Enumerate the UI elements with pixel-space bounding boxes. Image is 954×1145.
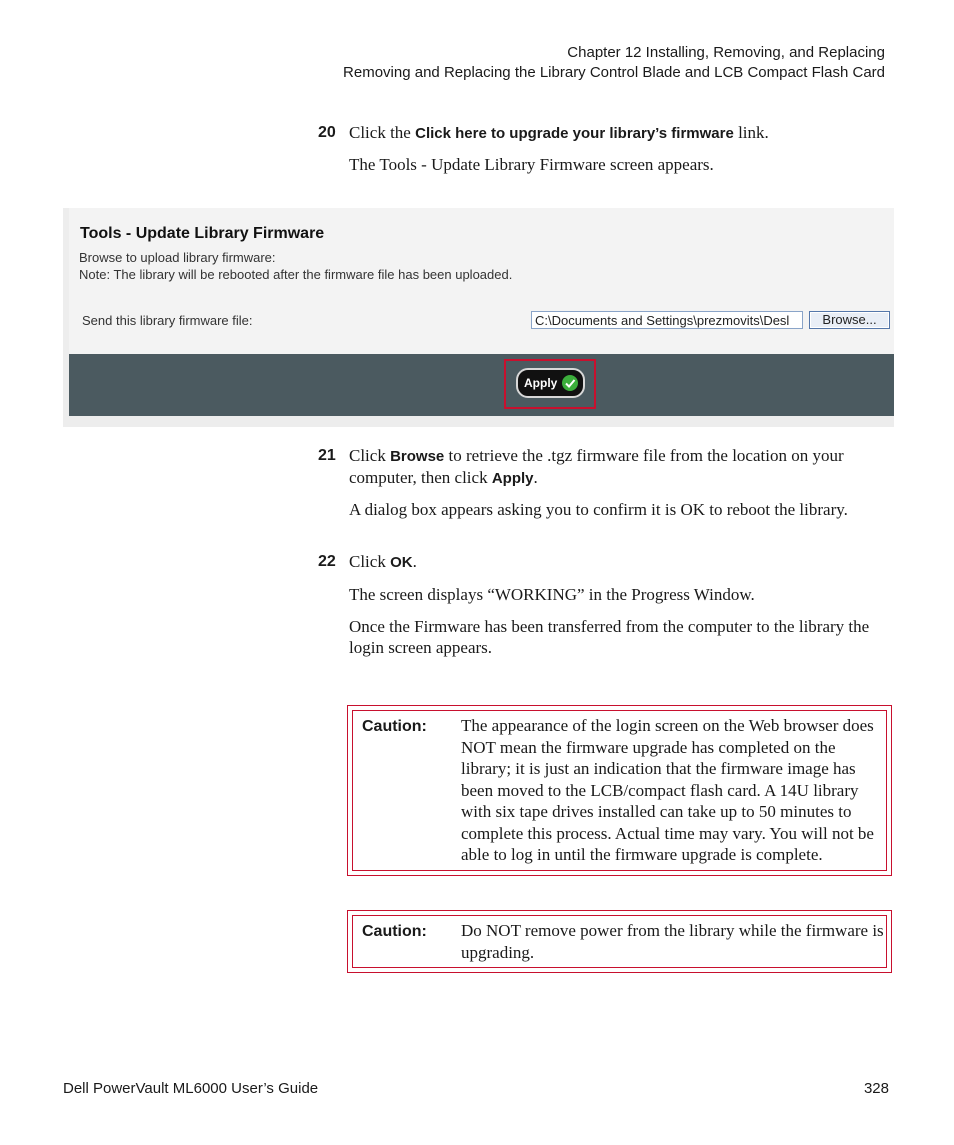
- apply-button[interactable]: [516, 368, 585, 398]
- firmware-file-input[interactable]: C:\Documents and Settings\prezmovits\Desl: [531, 311, 803, 329]
- step-text: Click: [349, 446, 391, 465]
- firmware-panel: [69, 208, 894, 354]
- footer-title: Dell PowerVault ML6000 User’s Guide: [63, 1080, 319, 1097]
- panel-title: Tools - Update Library Firmware: [80, 225, 325, 242]
- step-text: link.: [733, 123, 769, 142]
- step-result: Once the Firmware has been transferred from the computer to the library the login screen appears.: [349, 617, 870, 657]
- caution-text: The appearance of the login screen on the Web browser does NOT mean the firmware upgrade has completed on the library; it is just an indication that the firmware image has been moved to the LCB/compact flash card. A 14U library with six tape drives installed can take up to 50 minutes to complete this process. Actual time may vary. You will not be able to log in until the firmware upgrade is complete.: [461, 716, 874, 864]
- step-22: [318, 551, 878, 658]
- caution-box-power: [347, 910, 892, 973]
- firmware-link-label: Click here to upgrade your library’s firmware: [415, 125, 734, 142]
- step-instruction: [349, 445, 878, 489]
- browse-ui-label: Browse: [390, 448, 445, 465]
- caution-box-login: [347, 705, 892, 876]
- step-result: A dialog box appears asking you to confirm it is OK to reboot the library.: [349, 500, 848, 519]
- header-section: Removing and Replacing the Library Control Blade and LCB Compact Flash Card: [343, 64, 885, 81]
- browse-button[interactable]: Browse...: [809, 311, 890, 329]
- step-text: Click the: [349, 123, 416, 142]
- browse-instruction: Browse to upload library firmware:: [79, 250, 276, 265]
- step-result: The screen displays “WORKING” in the Progress Window.: [349, 585, 755, 604]
- step-21: [318, 445, 878, 520]
- caution-label: Caution:: [362, 718, 427, 735]
- apply-ui-label: Apply: [491, 470, 534, 487]
- step-instruction: [349, 551, 878, 573]
- ok-ui-label: OK: [390, 554, 413, 571]
- step-20: [318, 122, 878, 175]
- reboot-note: Note: The library will be rebooted after the firmware file has been uploaded.: [79, 267, 513, 282]
- caution-text: Do NOT remove power from the library while the firmware is upgrading.: [461, 921, 884, 962]
- step-result: The Tools - Update Library Firmware screen appears.: [349, 155, 714, 174]
- caution-label: Caution:: [362, 923, 427, 940]
- checkmark-icon: [562, 375, 578, 391]
- step-text: .: [533, 468, 538, 487]
- file-label: Send this library firmware file:: [82, 313, 253, 328]
- step-text: to retrieve the .tgz firmware file from the location on your computer, then click: [349, 446, 844, 487]
- step-number: 20: [318, 124, 336, 141]
- action-toolbar: [69, 354, 894, 416]
- firmware-screenshot: [63, 208, 894, 427]
- step-number: 22: [318, 553, 336, 570]
- step-text: Click: [349, 552, 391, 571]
- apply-button-label: Apply: [524, 376, 558, 390]
- step-instruction: [349, 122, 878, 144]
- page-number: 328: [863, 1080, 889, 1097]
- header-chapter: Chapter 12 Installing, Removing, and Replacing: [567, 44, 885, 61]
- running-header: [343, 43, 885, 83]
- step-number: 21: [318, 447, 336, 464]
- step-text: .: [412, 552, 417, 571]
